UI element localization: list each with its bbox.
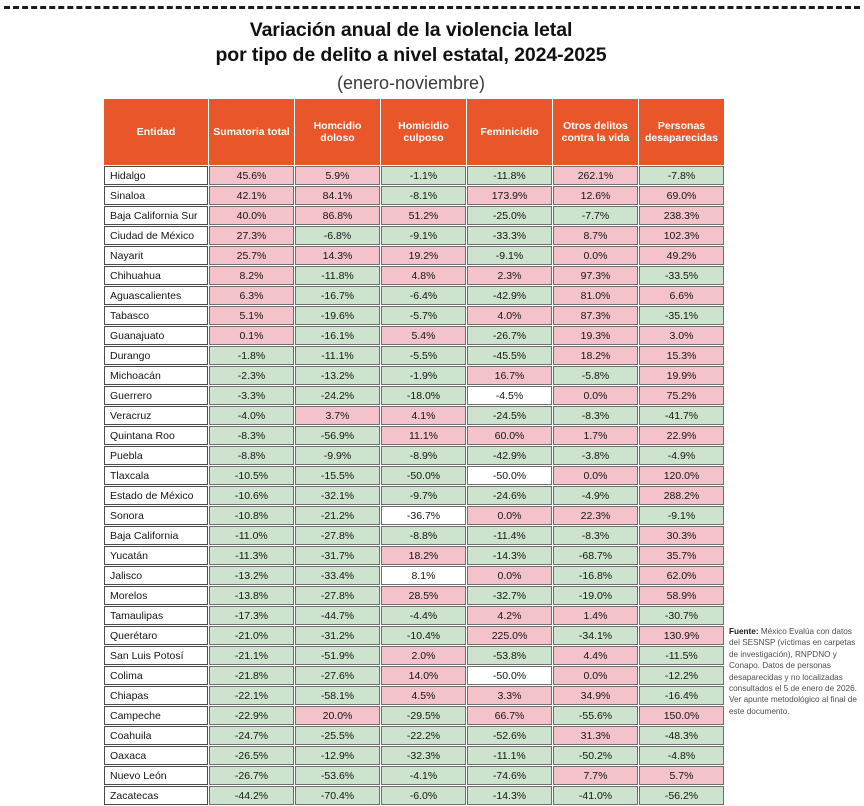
data-cell: 288.2% <box>639 486 724 505</box>
entity-name: Sonora <box>104 506 208 525</box>
column-header-2: Homcidio doloso <box>295 99 380 165</box>
entity-name: Hidalgo <box>104 166 208 185</box>
table-row <box>104 686 724 705</box>
data-cell: -11.3% <box>209 546 294 565</box>
footnote-text: México Evalúa con datos del SESNSP (víctimas en carpetas de investigación), RNPDNO y Conapo. Datos de personas desaparecidas y no localizadas consultados el 5 de enero de 2026. Ver apunte metodológico al final de este documento. <box>729 627 857 716</box>
data-cell: -3.8% <box>553 446 638 465</box>
data-cell: 7.7% <box>553 766 638 785</box>
data-cell: -26.7% <box>467 326 552 345</box>
data-cell: -24.6% <box>467 486 552 505</box>
data-cell: -12.9% <box>295 746 380 765</box>
table-row <box>104 206 724 225</box>
data-cell: 0.0% <box>467 566 552 585</box>
column-header-5: Otros delitos contra la vida <box>553 99 638 165</box>
table-row <box>104 766 724 785</box>
data-cell: 238.3% <box>639 206 724 225</box>
data-cell: -33.4% <box>295 566 380 585</box>
data-cell: 19.2% <box>381 246 466 265</box>
data-cell: -11.0% <box>209 526 294 545</box>
data-cell: -22.2% <box>381 726 466 745</box>
data-cell: 30.3% <box>639 526 724 545</box>
data-cell: 150.0% <box>639 706 724 725</box>
data-cell: -5.5% <box>381 346 466 365</box>
data-cell: -33.3% <box>467 226 552 245</box>
data-cell: 3.3% <box>467 686 552 705</box>
data-cell: -8.8% <box>209 446 294 465</box>
data-cell: 35.7% <box>639 546 724 565</box>
entity-name: Estado de México <box>104 486 208 505</box>
data-cell: -68.7% <box>553 546 638 565</box>
entity-name: Guanajuato <box>104 326 208 345</box>
data-cell: -1.9% <box>381 366 466 385</box>
data-cell: -34.1% <box>553 626 638 645</box>
table-row <box>104 346 724 365</box>
data-cell: -44.2% <box>209 786 294 805</box>
title-block <box>103 18 719 96</box>
data-cell: -4.8% <box>639 746 724 765</box>
data-cell: 4.2% <box>467 606 552 625</box>
data-cell: -48.3% <box>639 726 724 745</box>
column-header-0: Entidad <box>104 99 208 165</box>
data-cell: -11.5% <box>639 646 724 665</box>
table-row <box>104 406 724 425</box>
data-cell: -4.5% <box>467 386 552 405</box>
data-cell: 69.0% <box>639 186 724 205</box>
entity-name: Ciudad de México <box>104 226 208 245</box>
data-cell: -30.7% <box>639 606 724 625</box>
data-cell: 2.0% <box>381 646 466 665</box>
table-row <box>104 246 724 265</box>
entity-name: Nuevo León <box>104 766 208 785</box>
entity-name: Michoacán <box>104 366 208 385</box>
data-cell: -24.7% <box>209 726 294 745</box>
entity-name: Campeche <box>104 706 208 725</box>
entity-name: Aguascalientes <box>104 286 208 305</box>
data-cell: 1.4% <box>553 606 638 625</box>
data-cell: 5.4% <box>381 326 466 345</box>
column-header-6: Personas desaparecidas <box>639 99 724 165</box>
entity-name: Tabasco <box>104 306 208 325</box>
data-cell: -22.1% <box>209 686 294 705</box>
entity-name: Colima <box>104 666 208 685</box>
page-subtitle: (enero-noviembre) <box>336 73 486 93</box>
data-cell: 1.7% <box>553 426 638 445</box>
entity-name: Coahuila <box>104 726 208 745</box>
data-cell: -21.1% <box>209 646 294 665</box>
data-cell: -27.8% <box>295 586 380 605</box>
data-cell: 84.1% <box>295 186 380 205</box>
data-cell: -26.5% <box>209 746 294 765</box>
data-cell: -56.9% <box>295 426 380 445</box>
data-cell: -22.9% <box>209 706 294 725</box>
data-cell: 5.7% <box>639 766 724 785</box>
data-cell: -31.7% <box>295 546 380 565</box>
data-cell: 4.1% <box>381 406 466 425</box>
data-cell: 8.2% <box>209 266 294 285</box>
data-cell: -2.3% <box>209 366 294 385</box>
table-row <box>104 286 724 305</box>
table-body <box>104 166 724 805</box>
data-cell: -5.8% <box>553 366 638 385</box>
data-cell: -12.2% <box>639 666 724 685</box>
data-cell: 6.6% <box>639 286 724 305</box>
data-cell: 120.0% <box>639 466 724 485</box>
entity-name: Nayarit <box>104 246 208 265</box>
data-cell: -13.2% <box>209 566 294 585</box>
data-cell: 14.3% <box>295 246 380 265</box>
entity-name: Zacatecas <box>104 786 208 805</box>
data-cell: -11.1% <box>467 746 552 765</box>
data-cell: -53.6% <box>295 766 380 785</box>
data-cell: -42.9% <box>467 446 552 465</box>
table-row <box>104 266 724 285</box>
data-cell: -35.1% <box>639 306 724 325</box>
data-cell: -29.5% <box>381 706 466 725</box>
data-cell: 0.0% <box>553 246 638 265</box>
data-cell: -6.0% <box>381 786 466 805</box>
data-cell: -6.4% <box>381 286 466 305</box>
data-cell: -32.3% <box>381 746 466 765</box>
data-cell: -4.4% <box>381 606 466 625</box>
data-cell: 173.9% <box>467 186 552 205</box>
entity-name: Baja California <box>104 526 208 545</box>
data-cell: 0.1% <box>209 326 294 345</box>
data-cell: 31.3% <box>553 726 638 745</box>
data-cell: 28.5% <box>381 586 466 605</box>
data-cell: -19.0% <box>553 586 638 605</box>
data-cell: -11.8% <box>467 166 552 185</box>
data-cell: -16.4% <box>639 686 724 705</box>
data-cell: -33.5% <box>639 266 724 285</box>
table-row <box>104 226 724 245</box>
data-cell: 75.2% <box>639 386 724 405</box>
data-cell: 3.0% <box>639 326 724 345</box>
data-cell: -56.2% <box>639 786 724 805</box>
entity-name: Oaxaca <box>104 746 208 765</box>
source-footnote <box>729 626 857 717</box>
data-cell: -50.0% <box>467 466 552 485</box>
data-cell: 86.8% <box>295 206 380 225</box>
data-cell: -11.8% <box>295 266 380 285</box>
table-row <box>104 186 724 205</box>
data-cell: -10.5% <box>209 466 294 485</box>
table-row <box>104 166 724 185</box>
table-row <box>104 446 724 465</box>
data-cell: -13.8% <box>209 586 294 605</box>
table-row <box>104 606 724 625</box>
data-cell: -51.9% <box>295 646 380 665</box>
entity-name: Durango <box>104 346 208 365</box>
table-header-row <box>104 99 724 165</box>
data-cell: -19.6% <box>295 306 380 325</box>
data-cell: 262.1% <box>553 166 638 185</box>
data-cell: -36.7% <box>381 506 466 525</box>
data-cell: -7.7% <box>553 206 638 225</box>
data-cell: -14.3% <box>467 786 552 805</box>
data-table-wrapper <box>103 98 719 806</box>
table-row <box>104 386 724 405</box>
data-cell: -16.7% <box>295 286 380 305</box>
data-cell: -44.7% <box>295 606 380 625</box>
data-cell: 45.6% <box>209 166 294 185</box>
data-cell: -6.8% <box>295 226 380 245</box>
data-cell: -14.3% <box>467 546 552 565</box>
data-cell: -4.0% <box>209 406 294 425</box>
data-cell: -1.1% <box>381 166 466 185</box>
data-cell: -24.5% <box>467 406 552 425</box>
data-cell: 62.0% <box>639 566 724 585</box>
data-cell: -32.1% <box>295 486 380 505</box>
table-row <box>104 566 724 585</box>
table-row <box>104 746 724 765</box>
data-cell: -50.0% <box>467 666 552 685</box>
data-cell: 4.4% <box>553 646 638 665</box>
data-cell: -9.7% <box>381 486 466 505</box>
data-cell: -10.6% <box>209 486 294 505</box>
data-cell: -8.3% <box>553 406 638 425</box>
data-cell: -1.8% <box>209 346 294 365</box>
data-cell: 225.0% <box>467 626 552 645</box>
table-row <box>104 786 724 805</box>
data-cell: -41.7% <box>639 406 724 425</box>
entity-name: Tlaxcala <box>104 466 208 485</box>
entity-name: Baja California Sur <box>104 206 208 225</box>
entity-name: Tamaulipas <box>104 606 208 625</box>
data-cell: 60.0% <box>467 426 552 445</box>
data-cell: 81.0% <box>553 286 638 305</box>
top-dashed-rule <box>4 6 860 9</box>
data-cell: -70.4% <box>295 786 380 805</box>
table-row <box>104 486 724 505</box>
entity-name: Querétaro <box>104 626 208 645</box>
data-cell: -50.0% <box>381 466 466 485</box>
data-cell: -4.1% <box>381 766 466 785</box>
data-cell: 16.7% <box>467 366 552 385</box>
data-cell: -25.0% <box>467 206 552 225</box>
data-cell: 0.0% <box>553 666 638 685</box>
data-cell: -24.2% <box>295 386 380 405</box>
data-cell: 4.0% <box>467 306 552 325</box>
data-cell: 34.9% <box>553 686 638 705</box>
entity-name: Chiapas <box>104 686 208 705</box>
data-cell: -17.3% <box>209 606 294 625</box>
data-cell: -9.1% <box>467 246 552 265</box>
table-row <box>104 306 724 325</box>
data-cell: -3.3% <box>209 386 294 405</box>
data-cell: -21.8% <box>209 666 294 685</box>
data-cell: 6.3% <box>209 286 294 305</box>
data-cell: 97.3% <box>553 266 638 285</box>
data-cell: -9.9% <box>295 446 380 465</box>
data-cell: -11.4% <box>467 526 552 545</box>
data-cell: 0.0% <box>553 466 638 485</box>
table-header <box>104 99 724 165</box>
table-row <box>104 706 724 725</box>
data-cell: 102.3% <box>639 226 724 245</box>
data-cell: -16.8% <box>553 566 638 585</box>
data-cell: -27.8% <box>295 526 380 545</box>
data-cell: -31.2% <box>295 626 380 645</box>
data-cell: -53.8% <box>467 646 552 665</box>
data-cell: 66.7% <box>467 706 552 725</box>
data-cell: 19.3% <box>553 326 638 345</box>
data-cell: -10.4% <box>381 626 466 645</box>
column-header-3: Homicidio culposo <box>381 99 466 165</box>
lethal-violence-table <box>103 98 725 806</box>
data-cell: -45.5% <box>467 346 552 365</box>
table-row <box>104 586 724 605</box>
data-cell: 58.9% <box>639 586 724 605</box>
data-cell: -4.9% <box>553 486 638 505</box>
data-cell: 11.1% <box>381 426 466 445</box>
data-cell: 15.3% <box>639 346 724 365</box>
entity-name: Yucatán <box>104 546 208 565</box>
data-cell: -42.9% <box>467 286 552 305</box>
data-cell: -50.2% <box>553 746 638 765</box>
table-row <box>104 726 724 745</box>
data-cell: 0.0% <box>467 506 552 525</box>
data-cell: 14.0% <box>381 666 466 685</box>
data-cell: 49.2% <box>639 246 724 265</box>
data-cell: 27.3% <box>209 226 294 245</box>
data-cell: 25.7% <box>209 246 294 265</box>
data-cell: 5.1% <box>209 306 294 325</box>
data-cell: 3.7% <box>295 406 380 425</box>
data-cell: -16.1% <box>295 326 380 345</box>
data-cell: -55.6% <box>553 706 638 725</box>
page-title-line-1: Variación anual de la violencia letal <box>249 19 573 41</box>
data-cell: -26.7% <box>209 766 294 785</box>
data-cell: -25.5% <box>295 726 380 745</box>
data-cell: 19.9% <box>639 366 724 385</box>
data-cell: -8.1% <box>381 186 466 205</box>
table-row <box>104 666 724 685</box>
entity-name: Quintana Roo <box>104 426 208 445</box>
footnote-label: Fuente: <box>729 627 759 636</box>
data-cell: -74.6% <box>467 766 552 785</box>
data-cell: 12.6% <box>553 186 638 205</box>
data-cell: -32.7% <box>467 586 552 605</box>
data-cell: -9.1% <box>381 226 466 245</box>
entity-name: Guerrero <box>104 386 208 405</box>
data-cell: 40.0% <box>209 206 294 225</box>
entity-name: Jalisco <box>104 566 208 585</box>
data-cell: 18.2% <box>553 346 638 365</box>
table-row <box>104 526 724 545</box>
table-row <box>104 506 724 525</box>
data-cell: 8.1% <box>381 566 466 585</box>
data-cell: 2.3% <box>467 266 552 285</box>
table-row <box>104 546 724 565</box>
data-cell: -7.8% <box>639 166 724 185</box>
data-cell: 42.1% <box>209 186 294 205</box>
data-cell: 4.5% <box>381 686 466 705</box>
data-cell: 51.2% <box>381 206 466 225</box>
table-row <box>104 426 724 445</box>
data-cell: -13.2% <box>295 366 380 385</box>
data-cell: 87.3% <box>553 306 638 325</box>
data-cell: 18.2% <box>381 546 466 565</box>
data-cell: -9.1% <box>639 506 724 525</box>
data-cell: 130.9% <box>639 626 724 645</box>
entity-name: Chihuahua <box>104 266 208 285</box>
data-cell: 20.0% <box>295 706 380 725</box>
data-cell: -52.6% <box>467 726 552 745</box>
data-cell: 22.9% <box>639 426 724 445</box>
page-title-line-2: por tipo de delito a nivel estatal, 2024-2025 <box>215 44 607 66</box>
table-row <box>104 466 724 485</box>
data-cell: -15.5% <box>295 466 380 485</box>
entity-name: Morelos <box>104 586 208 605</box>
table-row <box>104 626 724 645</box>
data-cell: -21.0% <box>209 626 294 645</box>
table-row <box>104 366 724 385</box>
entity-name: Puebla <box>104 446 208 465</box>
data-cell: -4.9% <box>639 446 724 465</box>
data-cell: -41.0% <box>553 786 638 805</box>
column-header-4: Feminicidio <box>467 99 552 165</box>
entity-name: Veracruz <box>104 406 208 425</box>
data-cell: -58.1% <box>295 686 380 705</box>
data-cell: -10.8% <box>209 506 294 525</box>
data-cell: 8.7% <box>553 226 638 245</box>
entity-name: Sinaloa <box>104 186 208 205</box>
data-cell: -8.3% <box>553 526 638 545</box>
data-cell: 22.3% <box>553 506 638 525</box>
data-cell: -8.8% <box>381 526 466 545</box>
entity-name: San Luis Potosí <box>104 646 208 665</box>
data-cell: 5.9% <box>295 166 380 185</box>
data-cell: 0.0% <box>553 386 638 405</box>
data-cell: -5.7% <box>381 306 466 325</box>
table-row <box>104 326 724 345</box>
data-cell: -8.3% <box>209 426 294 445</box>
data-cell: -27.6% <box>295 666 380 685</box>
data-cell: -18.0% <box>381 386 466 405</box>
data-cell: -11.1% <box>295 346 380 365</box>
data-cell: -21.2% <box>295 506 380 525</box>
column-header-1: Sumatoria total <box>209 99 294 165</box>
data-cell: 4.8% <box>381 266 466 285</box>
table-row <box>104 646 724 665</box>
data-cell: -8.9% <box>381 446 466 465</box>
